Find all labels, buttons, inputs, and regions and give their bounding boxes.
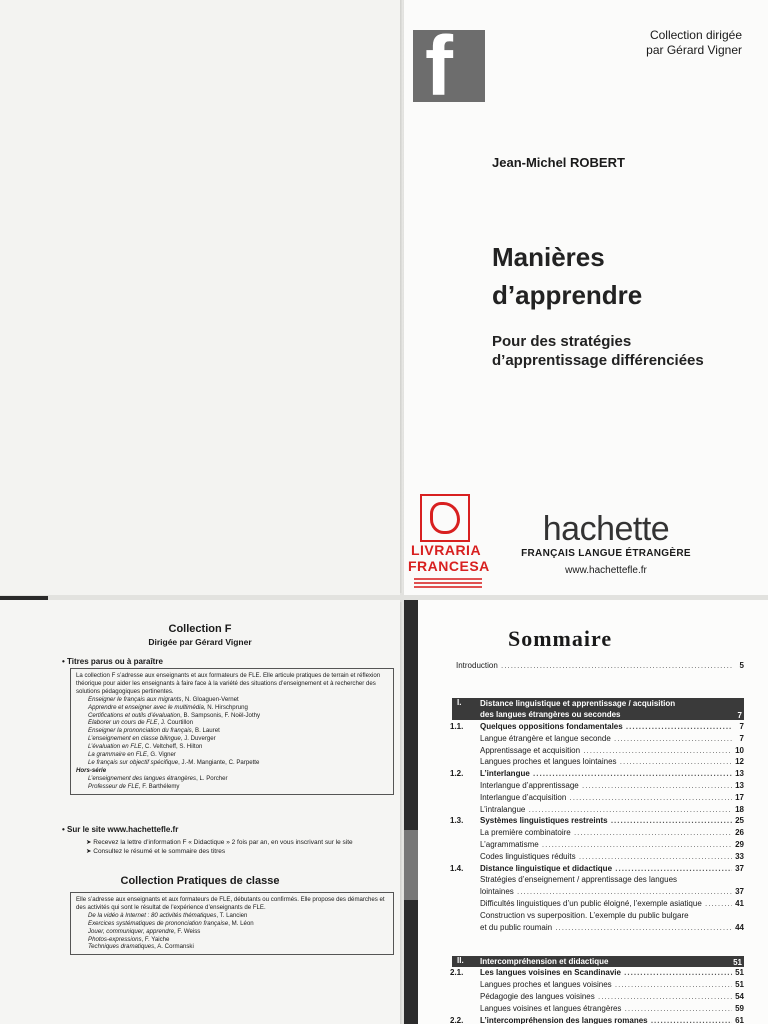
bookshop-stamp xyxy=(408,494,490,592)
book-subtitle xyxy=(492,332,704,370)
book-author: , L. Porcher xyxy=(196,774,228,782)
toc-entry-number: 2.1. xyxy=(450,968,464,977)
toc-entry-page: 12 xyxy=(735,757,744,767)
book-author: , F. Weiss xyxy=(174,927,201,935)
toc-entry xyxy=(434,805,744,816)
toc-entry-page: 51 xyxy=(735,980,744,989)
title-list-item xyxy=(76,928,388,936)
toc-entry-page: 25 xyxy=(735,816,744,826)
chapter-title-line-1: Intercompréhension et didactique xyxy=(480,957,609,966)
toc-entry xyxy=(434,757,744,768)
toc-entry-label: Distance linguistique et didactique ..... xyxy=(480,864,732,875)
toc-entry xyxy=(434,923,744,934)
book-title: L’enseignement en classe bilingue xyxy=(88,735,181,743)
site-heading: • Sur le site www.hachettefle.fr xyxy=(62,825,179,834)
book-title: Jouer, communiquer, apprendre xyxy=(88,927,175,935)
chapter-title-line-2: des langues étrangères ou secondes xyxy=(480,710,621,719)
book-author: , J.-M. Mangiante, C. Parpette xyxy=(178,758,260,766)
book-author: , N. Gloaguen-Vernet xyxy=(181,695,239,703)
collection-subtitle: Dirigée par Gérard Vigner xyxy=(148,637,252,647)
title-list-item xyxy=(76,743,388,751)
toc-entry-page: 61 xyxy=(735,1016,744,1024)
toc-entry-label: L’intercompréhension des langues romanes ..... xyxy=(480,1016,732,1024)
toc-entry-label: Langue étrangère et langue seconde ..... xyxy=(480,734,732,745)
toc-introduction xyxy=(434,661,744,672)
title-list-item xyxy=(76,751,388,759)
toc-entry-label: Langues proches et langues lointaines ..... xyxy=(480,757,732,768)
toc-entry-page: 7 xyxy=(739,733,744,743)
toc-entry xyxy=(434,828,744,839)
collection-page xyxy=(0,600,400,1024)
toc-entry-page: 51 xyxy=(735,968,744,977)
site-item: ➤ Consultez le résumé et le sommaire des titres xyxy=(86,848,226,855)
toc-entry xyxy=(434,887,744,898)
toc-page xyxy=(404,600,768,1024)
toc-entry xyxy=(434,781,744,792)
title-list-item xyxy=(76,912,388,920)
book-author: , F. Yaiche xyxy=(141,935,170,943)
book-author: , F. Barthélemy xyxy=(138,782,180,790)
title-list-item xyxy=(76,936,388,944)
toc-entry-label: Quelques oppositions fondamentales ..... xyxy=(480,722,732,733)
toc-entry-label: Stratégies d’enseignement / apprentissage des langues xyxy=(480,875,678,885)
publisher-url: www.hachettefle.fr xyxy=(565,565,647,576)
toc-entry xyxy=(434,968,744,979)
collection-title: Collection F xyxy=(168,623,232,635)
book-author: , M. Léon xyxy=(228,919,254,927)
toc-entry-page: 33 xyxy=(735,851,744,861)
title-list-item xyxy=(76,704,388,712)
book-title: Professeur de FLE xyxy=(88,782,139,790)
book-title: Le français sur objectif spécifique xyxy=(88,758,179,766)
page-edge-band xyxy=(404,830,418,900)
toc-entry-label: Les langues voisines en Scandinavie ..... xyxy=(480,968,732,979)
toc-entry xyxy=(434,746,744,757)
book-title: L’enseignement des langues étrangères xyxy=(88,774,197,782)
toc-entry-page: 37 xyxy=(735,863,744,873)
toc-entry-page: 10 xyxy=(735,745,744,755)
toc-entry-page: 18 xyxy=(735,804,744,814)
toc-chapter-2 xyxy=(452,956,744,967)
toc-entry-label: lointaines ..... xyxy=(480,887,732,898)
toc-entry xyxy=(434,864,744,875)
book-title: Techniques dramatiques xyxy=(88,943,155,951)
book-title: Élaborer un cours de FLE xyxy=(88,719,158,727)
collection-line-2: par Gérard Vigner xyxy=(646,43,742,57)
toc-entry xyxy=(434,992,744,1003)
title-page xyxy=(404,0,768,595)
chapter-title-line-1: Distance linguistique et apprentissage / acquisition xyxy=(480,699,676,708)
toc-entry xyxy=(434,769,744,780)
toc-entry-label: Construction vs superposition. L’exemple du public bulgare xyxy=(480,910,689,920)
toc-heading: Sommaire xyxy=(508,626,613,651)
toc-entry-label: La première combinatoire ..... xyxy=(480,828,732,839)
publisher-logo: hachette xyxy=(542,510,670,548)
toc-entry-label: L’intralangue ..... xyxy=(480,805,732,816)
toc-entry xyxy=(434,1004,744,1015)
book-title-line-1: Manières xyxy=(492,242,605,272)
title-list-item xyxy=(76,712,388,720)
book-subtitle-line-1: Pour des stratégies xyxy=(492,333,632,350)
toc-entry-page: 41 xyxy=(735,899,744,908)
title-list-item xyxy=(76,735,388,743)
book-author: , C. Veltcheff, S. Hilton xyxy=(141,743,203,751)
titles-box xyxy=(70,668,394,795)
title-list-item xyxy=(76,783,388,791)
toc-entry-label: Interlangue d’acquisition ..... xyxy=(480,793,732,804)
toc-entry xyxy=(434,793,744,804)
toc-entry xyxy=(434,734,744,745)
logo-letter: f xyxy=(425,19,453,113)
section-titles-heading: • Titres parus ou à paraître xyxy=(62,657,163,666)
title-list-item xyxy=(76,920,388,928)
toc-entry xyxy=(434,911,744,922)
toc-entry-page: 29 xyxy=(735,840,744,849)
toc-entry-label: Pédagogie des langues voisines ..... xyxy=(480,992,732,1003)
book-title xyxy=(492,238,642,314)
book-author: , N. Hirschprung xyxy=(203,703,248,711)
toc-entry-page: 54 xyxy=(735,992,744,1001)
collection-line-1: Collection dirigée xyxy=(649,28,742,42)
collection-credit xyxy=(646,28,742,58)
site-item: ➤ Recevez la lettre d’information F « Didactique » 2 fois par an, en vous inscrivant sur le site xyxy=(86,839,353,846)
stamp-line-2: FRANCESA xyxy=(408,558,490,574)
toc-entry-page: 59 xyxy=(735,1004,744,1013)
title-list-item xyxy=(76,719,388,727)
toc-entry xyxy=(434,875,744,886)
book-title: Certifications et outils d’évaluation xyxy=(88,711,181,719)
toc-entry xyxy=(434,980,744,991)
book-author: , B. Sampsonis, F. Noël-Jothy xyxy=(180,711,261,719)
toc-entry-page: 7 xyxy=(739,722,744,731)
author-name: Jean-Michel ROBERT xyxy=(492,155,625,170)
toc-entry xyxy=(434,722,744,733)
book-subtitle-line-2: d’apprentissage différenciées xyxy=(492,352,704,369)
book-title: De la vidéo à Internet : 80 activités thématiques xyxy=(88,911,217,919)
hors-serie-label: Hors-série xyxy=(76,766,107,774)
toc-chapter-1 xyxy=(452,698,744,720)
toc-entry xyxy=(434,899,744,910)
book-title: Exercices systématiques de prononciation française xyxy=(88,919,229,927)
title-list-item xyxy=(76,759,388,767)
toc-entry-label: Langues voisines et langues étrangères ..... xyxy=(480,1004,732,1015)
toc-entry-label: Interlangue d’apprentissage ..... xyxy=(480,781,732,792)
publisher-block xyxy=(516,510,696,580)
book-title: La grammaire en FLE xyxy=(88,751,147,759)
toc-introduction-label: Introduction ..... xyxy=(456,661,732,672)
book-title-line-2: d’apprendre xyxy=(492,280,643,310)
toc-entry-label: et du public roumain ..... xyxy=(480,923,732,934)
toc-entry-page: 37 xyxy=(735,887,744,897)
toc-entry-page: 13 xyxy=(735,781,744,790)
toc-entry-page: 44 xyxy=(735,922,744,932)
title-list-item xyxy=(76,943,388,951)
toc-entry-number: 1.4. xyxy=(450,863,464,873)
toc-entry-page: 26 xyxy=(735,828,744,838)
book-author: , T. Lancien xyxy=(216,911,248,919)
stamp-address xyxy=(410,576,486,590)
title-list-item xyxy=(76,696,388,704)
toc-entry-number: 1.3. xyxy=(450,816,464,826)
toc-entry-label: Langues proches et langues voisines ..... xyxy=(480,980,732,991)
toc-entry xyxy=(434,840,744,851)
chapter-page: 51 xyxy=(733,958,742,967)
toc-entry xyxy=(434,1016,744,1024)
chapter-page: 7 xyxy=(737,711,742,720)
book-author: , B. Lauret xyxy=(191,727,220,735)
toc-entry-page: 13 xyxy=(735,769,744,779)
collection-logo xyxy=(413,19,485,113)
toc-entry-number: 2.2. xyxy=(450,1016,464,1024)
page-edge-dark xyxy=(404,600,418,1024)
toc-entry-number: 1.2. xyxy=(450,769,464,779)
book-author: , J. Duverger xyxy=(180,735,216,743)
stamp-line-1: LIVRARIA xyxy=(410,542,482,558)
chapter-number: II. xyxy=(457,956,464,965)
toc-entry xyxy=(434,816,744,827)
pratiques-intro: Elle s’adresse aux enseignants et aux formateurs de FLE, débutants ou confirmés. Elle propose des démarches et des activités qui sont le résultat de l’expérience d’enseignants de FLE. xyxy=(76,896,385,911)
collection-intro: La collection F s’adresse aux enseignants et aux formateurs de FLE. Elle articule pratiques de terrain et réflexion théorique pour aider les enseignants à faire face à la variété des situations d’enseignement et à rechercher des solutions pédagogiques pertinentes. xyxy=(76,672,381,695)
book-author: , A. Cormanski xyxy=(154,943,194,951)
pratiques-title: Collection Pratiques de classe xyxy=(120,875,280,887)
book-title: Enseigner la prononciation du français xyxy=(88,727,192,735)
title-list-item xyxy=(76,727,388,735)
toc-entry xyxy=(434,852,744,863)
book-author: , J. Courtillon xyxy=(157,719,194,727)
toc-entry-label: L’interlangue ..... xyxy=(480,769,732,780)
toc-entry-label: Codes linguistiques réduits ..... xyxy=(480,852,732,863)
chapter-number: I. xyxy=(457,698,462,707)
publisher-subtitle: FRANÇAIS LANGUE ÉTRANGÈRE xyxy=(521,548,691,559)
pratiques-box xyxy=(70,892,394,955)
toc-introduction-page: 5 xyxy=(739,661,744,670)
toc-entry-label: L’agrammatisme ..... xyxy=(480,840,732,851)
book-title: Photos-expressions xyxy=(88,935,142,943)
toc-entry-label: Apprentissage et acquisition ..... xyxy=(480,746,732,757)
toc-entry-label: Systèmes linguistiques restreints ..... xyxy=(480,816,732,827)
stamp-emblem xyxy=(420,494,470,542)
book-title: L’évaluation en FLE xyxy=(88,743,142,751)
toc-entry-number: 1.1. xyxy=(450,722,464,731)
blank-page xyxy=(0,0,400,595)
title-list-item xyxy=(76,775,388,783)
toc-entry-page: 17 xyxy=(735,792,744,802)
book-author: , G. Vigner xyxy=(146,751,176,759)
book-title: Apprendre et enseigner avec le multimédia xyxy=(88,703,204,711)
book-title: Enseigner le français aux migrants xyxy=(88,695,182,703)
toc-entry-label: Difficultés linguistiques d’un public éloigné, l’exemple asiatique ..... xyxy=(480,899,732,910)
